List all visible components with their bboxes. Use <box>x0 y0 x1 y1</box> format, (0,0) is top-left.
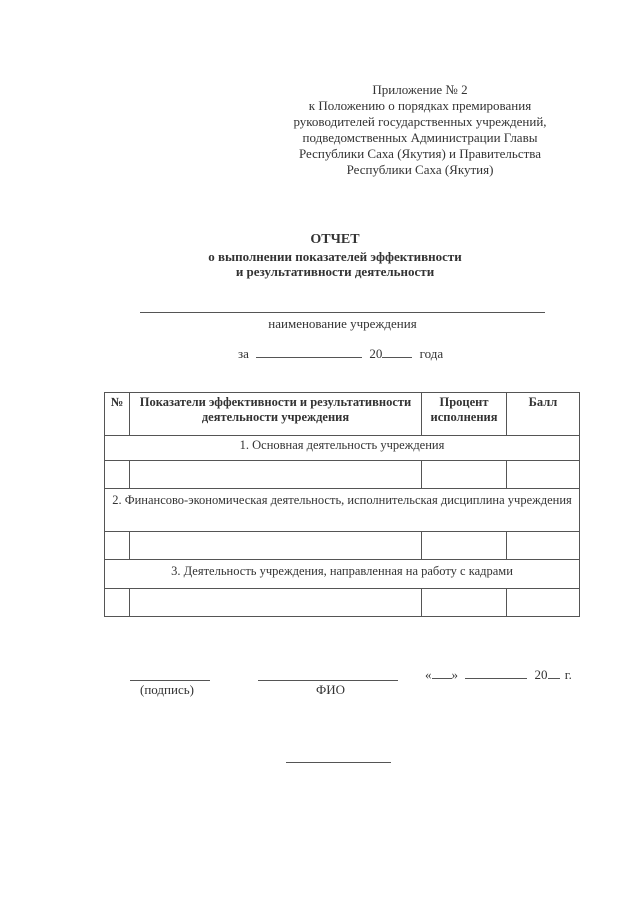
date-month-blank <box>465 667 527 679</box>
table-row <box>105 532 580 560</box>
table-cell <box>422 589 507 617</box>
table-cell <box>105 589 130 617</box>
date-field <box>425 667 572 683</box>
table-header-row <box>105 393 580 436</box>
period-year-prefix: 20 <box>369 346 383 361</box>
period-year-blank <box>382 346 412 358</box>
table-cell <box>105 461 130 489</box>
header-percent: Процент исполнения <box>422 393 507 436</box>
date-close-quote: » <box>451 667 458 682</box>
period-suffix: года <box>419 346 444 361</box>
section-title-1: 1. Основная деятельность учреждения <box>105 436 580 461</box>
institution-name-line <box>140 312 545 313</box>
date-year-prefix: 20 <box>534 667 548 682</box>
report-title-line-2: о выполнении показателей эффективности <box>208 249 462 264</box>
period-prefix: за <box>238 346 249 361</box>
report-title-line-3: и результативности деятельности <box>235 264 435 279</box>
appendix-header <box>250 82 590 178</box>
table-cell <box>130 589 422 617</box>
name-line <box>258 680 398 681</box>
date-day-blank <box>432 667 452 679</box>
table-cell <box>422 532 507 560</box>
report-title <box>150 232 520 279</box>
table-cell <box>422 461 507 489</box>
section-row-2 <box>105 489 580 532</box>
header-indicators: Показатели эффективности и результативности деятельности учреждения <box>130 393 422 436</box>
section-row-3 <box>105 560 580 589</box>
table-cell <box>507 589 580 617</box>
signature-line <box>130 680 210 681</box>
report-title-main: ОТЧЕТ <box>310 232 360 247</box>
table-row <box>105 461 580 489</box>
table-cell <box>507 532 580 560</box>
date-year-blank <box>548 667 560 679</box>
bottom-line <box>286 762 391 763</box>
appendix-line-3: руководителей государственных учреждений, <box>293 114 547 129</box>
section-title-2: 2. Финансово-экономическая деятельность, исполнительская дисциплина учреждения <box>105 489 580 532</box>
period-line <box>238 346 443 362</box>
appendix-line-2: к Положению о порядках премирования <box>308 98 532 113</box>
table-row <box>105 589 580 617</box>
section-title-3: 3. Деятельность учреждения, направленная на работу с кадрами <box>105 560 580 589</box>
table-cell <box>130 461 422 489</box>
name-caption: ФИО <box>316 682 346 697</box>
appendix-line-1: Приложение № 2 <box>372 82 468 97</box>
header-num: № <box>105 393 130 436</box>
period-blank <box>256 346 362 358</box>
appendix-line-5: Республики Саха (Якутия) и Правительства <box>298 146 542 161</box>
signature-caption: (подпись) <box>140 682 194 697</box>
header-score: Балл <box>507 393 580 436</box>
table-cell <box>105 532 130 560</box>
table-cell <box>507 461 580 489</box>
institution-caption: наименование учреждения <box>268 316 417 331</box>
report-table <box>104 392 580 617</box>
date-open-quote: « <box>425 667 432 682</box>
section-row-1 <box>105 436 580 461</box>
appendix-line-4: подведомственных Администрации Главы <box>302 130 538 145</box>
date-year-suffix: г. <box>564 667 572 682</box>
table-cell <box>130 532 422 560</box>
appendix-line-6: Республики Саха (Якутия) <box>346 162 494 177</box>
